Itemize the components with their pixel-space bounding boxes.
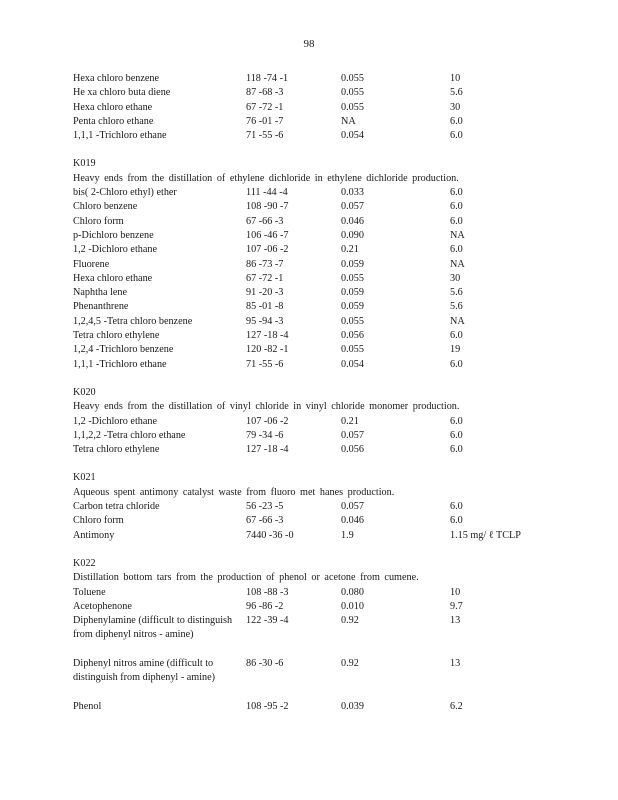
constituent-name: Hexa chloro benzene	[73, 73, 159, 84]
nonwastewater-value: 30	[450, 272, 461, 284]
table-row	[73, 600, 543, 614]
wastewater-value: 0.056	[341, 330, 364, 342]
constituent-name: 1,1,1 -Trichloro ethane	[73, 130, 167, 142]
cas-number: 127 -18 -4	[246, 330, 289, 342]
wastewater-value: 0.055	[341, 344, 364, 356]
nonwastewater-value: 6.0	[450, 429, 463, 441]
nonwastewater-value: 6.0	[450, 130, 463, 142]
wastewater-value: 0.033	[341, 187, 364, 199]
waste-code: K021	[73, 472, 96, 484]
cas-number: 91 -20 -3	[246, 287, 284, 299]
nonwastewater-value: 6.2	[450, 700, 463, 712]
constituent-name: Diphenyl nitros amine (difficult to distinguish from diphenyl - amine)	[73, 657, 216, 684]
cas-number: 95 -94 -3	[246, 315, 284, 327]
cas-number: 67 -66 -3	[246, 215, 284, 227]
constituent-name: Hexa chloro ethane	[73, 272, 153, 284]
nonwastewater-value: 6.0	[450, 244, 463, 256]
cas-number: 106 -46 -7	[246, 229, 289, 241]
table-row	[73, 258, 543, 272]
nonwastewater-value: 5.6	[450, 87, 463, 99]
nonwastewater-value: 13	[450, 657, 461, 669]
cas-number: 56 -23 -5	[246, 501, 284, 513]
cas-number: 107 -06 -2	[246, 415, 289, 427]
constituent-name: Chloro form	[73, 215, 124, 227]
waste-section-k022	[73, 557, 543, 714]
wastewater-value: 0.055	[341, 87, 364, 99]
table-row	[73, 72, 543, 86]
wastewater-value: 0.055	[341, 101, 364, 113]
nonwastewater-value: 5.6	[450, 287, 463, 299]
nonwastewater-value: 6.0	[450, 215, 463, 227]
table-row	[73, 343, 543, 357]
cas-number: 71 -55 -6	[246, 358, 284, 370]
cas-number: 76 -01 -7	[246, 115, 284, 127]
wastewater-value: 0.059	[341, 287, 364, 299]
table-row	[73, 700, 543, 714]
waste-code: K022	[73, 557, 96, 569]
waste-description: Distillation bottom tars from the production of phenol or acetone from cumene.	[73, 572, 419, 584]
waste-section-k021	[73, 471, 543, 542]
table-row	[73, 429, 543, 443]
table-row	[73, 443, 543, 457]
constituent-name: 1,2 -Dichloro ethane	[73, 415, 158, 427]
nonwastewater-value: NA	[450, 229, 465, 241]
wastewater-value: 0.090	[341, 229, 364, 241]
constituent-name: bis( 2-Chloro ethyl) ether	[73, 187, 177, 199]
cas-number: 108 -90 -7	[246, 201, 289, 213]
constituent-name: 1,2 -Dichloro ethane	[73, 244, 158, 256]
constituent-name: Carbon tetra chloride	[73, 501, 160, 513]
waste-section-k020	[73, 386, 543, 457]
nonwastewater-value: 10	[450, 73, 461, 84]
table-row	[73, 115, 543, 129]
nonwastewater-value: NA	[450, 315, 465, 327]
nonwastewater-value: 6.0	[450, 330, 463, 342]
constituent-name: Diphenylamine (difficult to distinguish from diphenyl nitros - amine)	[73, 615, 233, 641]
wastewater-value: 0.059	[341, 301, 364, 313]
cas-number: 67 -72 -1	[246, 101, 284, 113]
constituent-name: Acetophenone	[73, 600, 132, 612]
nonwastewater-value: 13	[450, 615, 461, 627]
nonwastewater-value: 6.0	[450, 115, 463, 127]
nonwastewater-value: 6.0	[450, 201, 463, 213]
wastewater-value: 0.057	[341, 429, 364, 441]
table-row	[73, 186, 543, 200]
cas-number: 86 -73 -7	[246, 258, 284, 270]
table-row	[73, 514, 543, 528]
cas-number: 127 -18 -4	[246, 444, 289, 456]
constituent-name: p-Dichloro benzene	[73, 229, 154, 241]
cas-number: 85 -01 -8	[246, 301, 284, 313]
wastewater-value: 0.059	[341, 258, 364, 270]
constituent-name: 1,1,2,2 -Tetra chloro ethane	[73, 429, 186, 441]
nonwastewater-value: 6.0	[450, 187, 463, 199]
wastewater-value: 0.057	[341, 501, 364, 513]
table-row	[73, 272, 543, 286]
constituent-name: Phenol	[73, 700, 102, 712]
table-row	[73, 329, 543, 343]
constituent-name: 1,2,4 -Trichloro benzene	[73, 344, 174, 356]
table-row	[73, 215, 543, 229]
nonwastewater-value: 1.15 mg/ ℓ TCLP	[450, 529, 521, 541]
cas-number: 67 -72 -1	[246, 272, 284, 284]
nonwastewater-value: 6.0	[450, 358, 463, 370]
constituent-name: He xa chloro buta diene	[73, 87, 171, 99]
constituent-name: Penta chloro ethane	[73, 115, 154, 127]
waste-description: Heavy ends from the distillation of vinyl chloride in vinyl chloride monomer production.	[73, 401, 460, 413]
wastewater-value: NA	[341, 115, 356, 127]
table-row	[73, 101, 543, 115]
document-body	[73, 72, 543, 714]
table-row	[73, 200, 543, 214]
table-row	[73, 229, 543, 243]
nonwastewater-value: 6.0	[450, 501, 463, 513]
wastewater-value: 0.046	[341, 515, 364, 527]
constituent-name: Chloro benzene	[73, 201, 138, 213]
nonwastewater-value: 5.6	[450, 301, 463, 313]
table-row	[73, 86, 543, 100]
wastewater-value: 0.046	[341, 215, 364, 227]
constituent-name: 1,1,1 -Trichloro ethane	[73, 358, 167, 370]
wastewater-value: 0.055	[341, 73, 364, 84]
table-row	[73, 657, 543, 700]
cas-number: 71 -55 -6	[246, 130, 284, 142]
wastewater-value: 0.054	[341, 130, 364, 142]
waste-code: K020	[73, 386, 96, 398]
waste-description: Heavy ends from the distillation of ethylene dichloride in ethylene dichloride production.	[73, 172, 459, 184]
table-row	[73, 529, 543, 543]
nonwastewater-value: 6.0	[450, 515, 463, 527]
wastewater-value: 0.055	[341, 272, 364, 284]
nonwastewater-value: 6.0	[450, 444, 463, 456]
wastewater-value: 0.92	[341, 615, 359, 627]
constituent-name: Hexa chloro ethane	[73, 101, 153, 113]
constituent-name: Naphtha lene	[73, 287, 128, 299]
table-row	[73, 614, 543, 657]
top-table	[73, 72, 543, 143]
table-row	[73, 358, 543, 372]
nonwastewater-value: NA	[450, 258, 465, 270]
cas-number: 111 -44 -4	[246, 187, 288, 199]
cas-number: 107 -06 -2	[246, 244, 289, 256]
wastewater-value: 0.010	[341, 600, 364, 612]
table-row	[73, 586, 543, 600]
waste-section-k019	[73, 157, 543, 371]
wastewater-value: 0.039	[341, 700, 364, 712]
cas-number: 120 -82 -1	[246, 344, 289, 356]
table-row	[73, 315, 543, 329]
wastewater-value: 0.21	[341, 415, 359, 427]
table-row	[73, 129, 543, 143]
table-row	[73, 243, 543, 257]
page-number: 98	[303, 38, 315, 50]
cas-number: 79 -34 -6	[246, 429, 284, 441]
waste-description: Aqueous spent antimony catalyst waste from fluoro met hanes production.	[73, 486, 395, 498]
constituent-name: Tetra chloro ethylene	[73, 444, 160, 456]
constituent-name: 1,2,4,5 -Tetra chloro benzene	[73, 315, 193, 327]
cas-number: 96 -86 -2	[246, 600, 284, 612]
wastewater-value: 0.92	[341, 657, 359, 669]
constituent-name: Chloro form	[73, 515, 124, 527]
constituent-name: Fluorene	[73, 258, 110, 270]
cas-number: 122 -39 -4	[246, 615, 289, 627]
constituent-name: Phenanthrene	[73, 301, 129, 313]
wastewater-value: 0.080	[341, 586, 364, 598]
wastewater-value: 1.9	[341, 529, 354, 541]
cas-number: 108 -95 -2	[246, 700, 289, 712]
wastewater-value: 0.057	[341, 201, 364, 213]
wastewater-value: 0.055	[341, 315, 364, 327]
waste-code: K019	[73, 158, 96, 170]
constituent-name: Tetra chloro ethylene	[73, 330, 160, 342]
nonwastewater-value: 9.7	[450, 600, 463, 612]
cas-number: 118 -74 -1	[246, 73, 289, 84]
cas-number: 67 -66 -3	[246, 515, 284, 527]
cas-number: 7440 -36 -0	[246, 529, 294, 541]
nonwastewater-value: 6.0	[450, 415, 463, 427]
wastewater-value: 0.21	[341, 244, 359, 256]
cas-number: 87 -68 -3	[246, 87, 284, 99]
nonwastewater-value: 30	[450, 101, 461, 113]
nonwastewater-value: 19	[450, 344, 461, 356]
table-row	[73, 286, 543, 300]
nonwastewater-value: 10	[450, 586, 461, 598]
cas-number: 86 -30 -6	[246, 657, 284, 669]
table-row	[73, 415, 543, 429]
constituent-name: Antimony	[73, 529, 115, 541]
constituent-name: Toluene	[73, 586, 106, 598]
table-row	[73, 300, 543, 314]
wastewater-value: 0.056	[341, 444, 364, 456]
wastewater-value: 0.054	[341, 358, 364, 370]
table-row	[73, 500, 543, 514]
cas-number: 108 -88 -3	[246, 586, 289, 598]
